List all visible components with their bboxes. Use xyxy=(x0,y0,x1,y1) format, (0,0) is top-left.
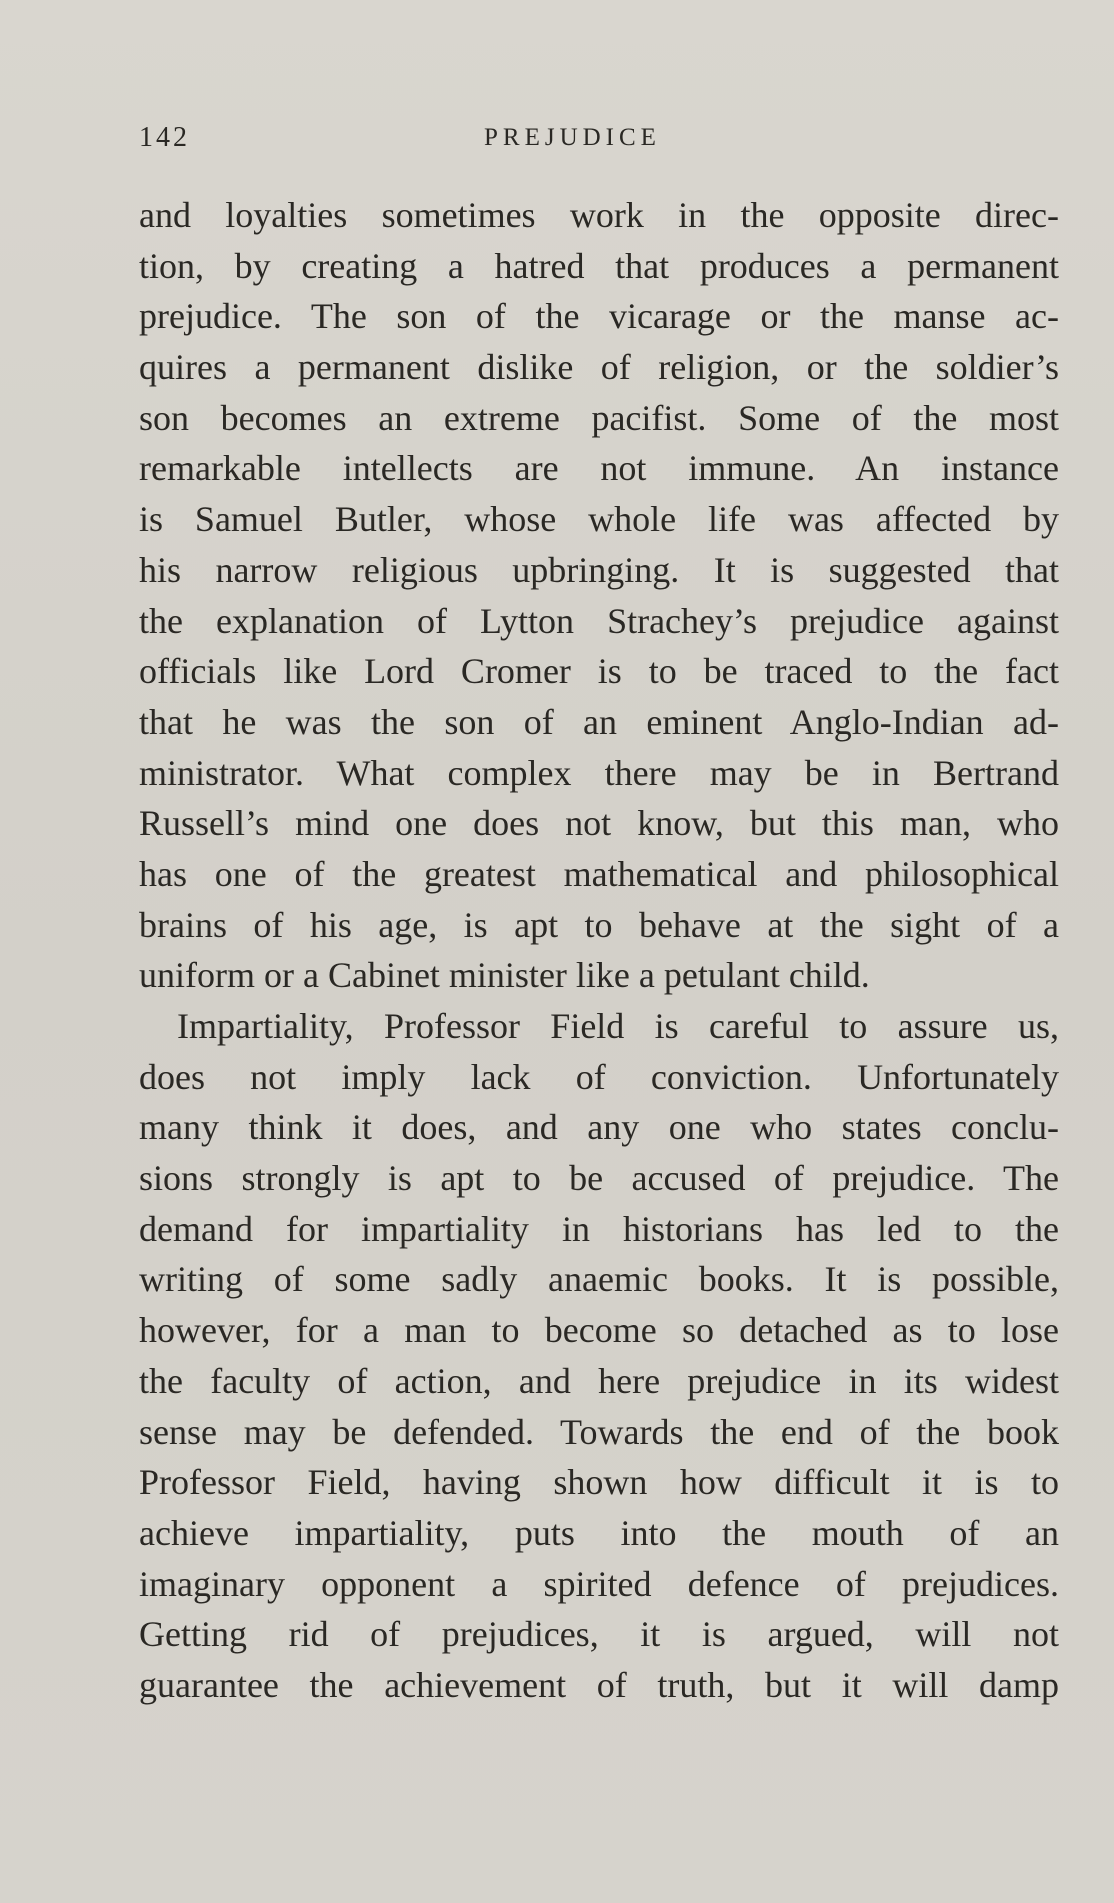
text-line: quires a permanent dislike of religion, or the soldier’s xyxy=(139,347,1059,388)
text-line: the explanation of Lytton Strachey’s prejudice against xyxy=(139,600,1059,641)
text-line: sense may be defended. Towards the end of the book xyxy=(139,1411,1059,1452)
text-line: writing of some sadly anaemic books. It is possible, xyxy=(139,1259,1059,1300)
text-line: achieve impartiality, puts into the mouth of an xyxy=(139,1512,1059,1553)
paragraph-start-line: Impartiality, Professor Field is careful to assure us, xyxy=(177,1006,1059,1046)
text-line: is Samuel Butler, whose whole life was affected by xyxy=(139,499,1059,540)
text-line: that he was the son of an eminent Anglo-Indian ad- xyxy=(139,701,1059,742)
body-text xyxy=(139,190,1059,1711)
text-line: guarantee the achievement of truth, but it will damp xyxy=(139,1664,1059,1705)
text-line: son becomes an extreme pacifist. Some of the most xyxy=(139,397,1059,438)
running-title: PREJUDICE xyxy=(484,124,661,151)
text-line: his narrow religious upbringing. It is suggested that xyxy=(139,549,1059,590)
text-line: sions strongly is apt to be accused of prejudice. The xyxy=(139,1158,1059,1199)
text-line: and loyalties sometimes work in the opposite direc- xyxy=(139,195,1059,235)
text-line: demand for impartiality in historians has led to the xyxy=(139,1208,1059,1249)
text-line: brains of his age, is apt to behave at the sight of a xyxy=(139,904,1059,945)
text-line: has one of the greatest mathematical and philosophical xyxy=(139,853,1059,894)
text-line: tion, by creating a hatred that produces a permanent xyxy=(139,245,1059,286)
text-line: Getting rid of prejudices, it is argued, will not xyxy=(139,1614,1059,1655)
text-line: many think it does, and any one who states conclu- xyxy=(139,1107,1059,1148)
text-line: Russell’s mind one does not know, but this man, who xyxy=(139,803,1059,844)
running-head xyxy=(139,122,1059,162)
text-line: officials like Lord Cromer is to be traced to the fact xyxy=(139,651,1059,692)
text-line: Professor Field, having shown how difficult it is to xyxy=(139,1462,1059,1503)
text-line: the faculty of action, and here prejudice in its widest xyxy=(139,1360,1059,1401)
paragraph-end-line: uniform or a Cabinet minister like a petulant child. xyxy=(139,955,870,996)
text-line: remarkable intellects are not immune. An instance xyxy=(139,448,1059,489)
text-line: prejudice. The son of the vicarage or the manse ac- xyxy=(139,296,1059,337)
text-line: imaginary opponent a spirited defence of prejudices. xyxy=(139,1563,1059,1604)
text-line: however, for a man to become so detached as to lose xyxy=(139,1310,1059,1351)
text-line: ministrator. What complex there may be in Bertrand xyxy=(139,752,1059,793)
text-line: does not imply lack of conviction. Unfortunately xyxy=(139,1056,1059,1097)
page-number: 142 xyxy=(139,122,190,153)
